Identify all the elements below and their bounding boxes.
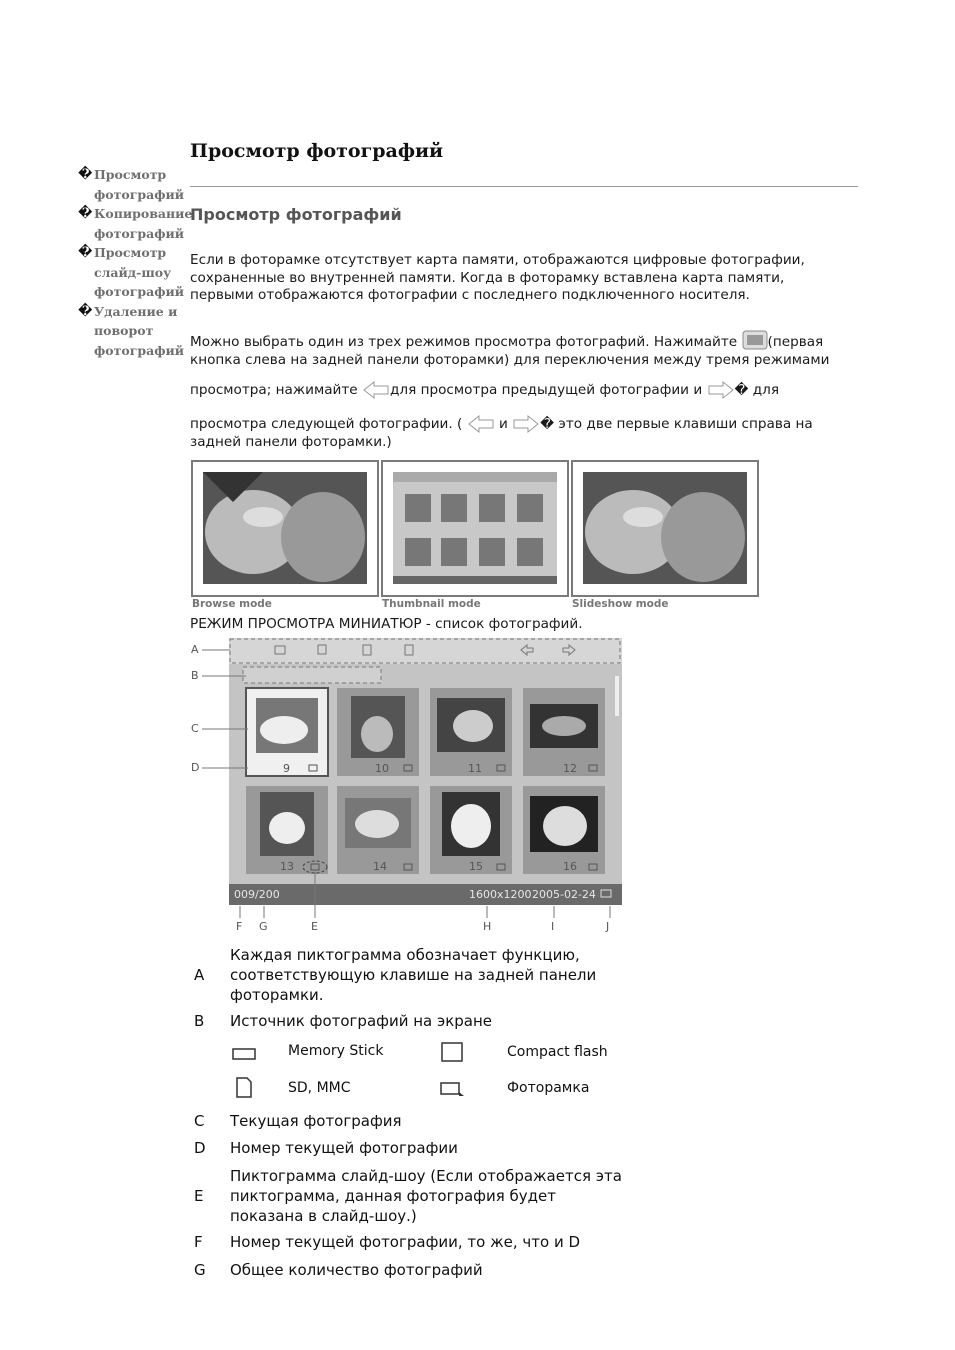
callout-label: E xyxy=(311,920,318,933)
callout-label: A xyxy=(191,643,199,656)
callout-label: B xyxy=(191,669,199,682)
legend-text: Номер текущей фотографии, то же, что и D xyxy=(230,1233,581,1251)
sidebar-item-delete-rotate[interactable] xyxy=(78,302,188,361)
sidebar-nav xyxy=(78,165,193,360)
bullet-glyph: � xyxy=(78,245,93,260)
photo-number: 13 xyxy=(280,860,294,873)
legend-text: Каждая пиктограмма обозначает функцию, соответствующую клавише на задней панели фоторамки. xyxy=(230,946,597,1004)
photo-number: 15 xyxy=(469,860,483,873)
arrow-right-icon xyxy=(512,414,540,434)
callout-label: G xyxy=(259,920,268,933)
sidebar-item-label: фотографий xyxy=(94,342,185,358)
photo-frame-icon xyxy=(440,1080,466,1098)
thumbnail-mode-caption: Thumbnail mode xyxy=(382,598,481,610)
callout-label: F xyxy=(236,920,243,933)
sidebar-item-view-photos[interactable] xyxy=(78,165,188,204)
callout-label: J xyxy=(606,920,610,933)
sidebar-item-label: поворот xyxy=(94,323,154,338)
legend-text: Пиктограмма слайд-шоу (Если отображается эта пиктограмма, данная фотография будет показана в слайд-шоу.) xyxy=(230,1167,622,1225)
sidebar-item-label: Просмотр xyxy=(94,245,167,260)
para-text: кнопка слева на задней панели фоторамки) для переключения между тремя режимами xyxy=(190,352,830,368)
arrow-left-icon xyxy=(467,414,495,434)
status-date: 2005-02-24 xyxy=(532,888,596,901)
sidebar-item-copy-photos[interactable] xyxy=(78,204,193,243)
para-text: (первая xyxy=(767,334,824,350)
photo-number: 12 xyxy=(563,762,577,775)
browse-mode-photo xyxy=(193,462,377,595)
legend-key: G xyxy=(194,1261,206,1279)
legend-key: C xyxy=(194,1112,205,1130)
legend-text: Общее количество фотографий xyxy=(230,1261,483,1279)
legend-key: D xyxy=(194,1139,206,1157)
compact-flash-icon xyxy=(440,1041,466,1065)
para-text: просмотра следующей фотографии. ( xyxy=(190,416,463,432)
page-title: Просмотр фотографий xyxy=(190,140,444,162)
para-text: задней панели фоторамки.) xyxy=(190,434,392,450)
slideshow-mode-photo xyxy=(573,462,757,595)
photo-number: 14 xyxy=(373,860,387,873)
browse-mode-screen xyxy=(191,460,379,597)
legend-key: A xyxy=(194,966,205,984)
memory-stick-icon xyxy=(232,1046,258,1062)
intro-paragraph: Если в фоторамке отсутствует карта памяти, отображаются цифровые фотографии, сохраненные во внутренней памяти. Когда в фоторамку вставлена карта памяти, первыми отображаются фотографии с последнего подключенного носителя. xyxy=(190,252,805,303)
bullet-glyph: � xyxy=(78,206,93,221)
legend-text: Источник фотографий на экране xyxy=(230,1012,493,1030)
sidebar-item-label: фотографий xyxy=(94,225,185,241)
sidebar-item-label: фотографий xyxy=(94,284,185,299)
para-text: для просмотра предыдущей фотографии и xyxy=(390,382,703,398)
section-title: Просмотр фотографий xyxy=(190,205,402,224)
thumbnail-mode-photo xyxy=(383,462,567,595)
legend-key: B xyxy=(194,1012,205,1030)
slideshow-mode-screen xyxy=(571,460,759,597)
arrow-left-icon xyxy=(362,380,390,400)
para-text: и xyxy=(498,416,508,432)
source-compact-flash: Compact flash xyxy=(507,1044,608,1060)
status-resolution: 1600x1200 xyxy=(469,888,532,901)
status-photo-counter: 009/200 xyxy=(234,888,280,901)
thumbnail-section-heading: РЕЖИМ ПРОСМОТРА МИНИАТЮР - список фотографий. xyxy=(190,616,583,632)
sd-mmc-icon xyxy=(234,1076,254,1100)
sidebar-item-label: Удаление и xyxy=(94,303,178,319)
modes-paragraph xyxy=(190,330,855,452)
photo-number: 11 xyxy=(468,762,482,775)
source-photo-frame: Фоторамка xyxy=(507,1080,590,1096)
sidebar-item-label: слайд-шоу xyxy=(94,264,172,280)
para-text: � это две первые клавиши справа на xyxy=(540,416,813,432)
callout-label: C xyxy=(191,722,199,735)
mode-button-icon xyxy=(742,330,768,352)
para-text: просмотра; нажимайте xyxy=(190,382,358,398)
sidebar-item-label: фотографий xyxy=(94,186,185,202)
para-text: Можно выбрать один из трех режимов просмотра фотографий. Нажимайте xyxy=(190,334,738,350)
sidebar-item-label: Просмотр xyxy=(94,167,167,182)
arrow-right-icon xyxy=(707,380,735,400)
sidebar-item-label: Копирование xyxy=(94,206,193,221)
callout-label: I xyxy=(551,920,555,933)
callout-label: D xyxy=(191,761,200,774)
source-sd-mmc: SD, MMC xyxy=(288,1080,351,1096)
legend-text: Текущая фотография xyxy=(230,1112,402,1130)
photo-number: 9 xyxy=(283,762,290,775)
browse-mode-caption: Browse mode xyxy=(192,598,272,610)
legend-key: F xyxy=(194,1233,203,1251)
photo-number: 16 xyxy=(563,860,577,873)
photo-number: 10 xyxy=(375,762,389,775)
slideshow-mode-caption: Slideshow mode xyxy=(572,598,669,610)
callout-lines xyxy=(188,640,628,940)
legend-text: Номер текущей фотографии xyxy=(230,1139,458,1157)
legend-key: E xyxy=(194,1187,204,1205)
bullet-glyph: � xyxy=(78,303,93,319)
callout-label: H xyxy=(483,920,492,933)
bullet-glyph: � xyxy=(78,167,93,182)
para-text: � для xyxy=(734,382,780,398)
divider xyxy=(190,186,858,187)
source-memory-stick: Memory Stick xyxy=(288,1043,384,1059)
sidebar-item-slideshow[interactable] xyxy=(78,243,188,302)
thumbnail-mode-screen xyxy=(381,460,569,597)
